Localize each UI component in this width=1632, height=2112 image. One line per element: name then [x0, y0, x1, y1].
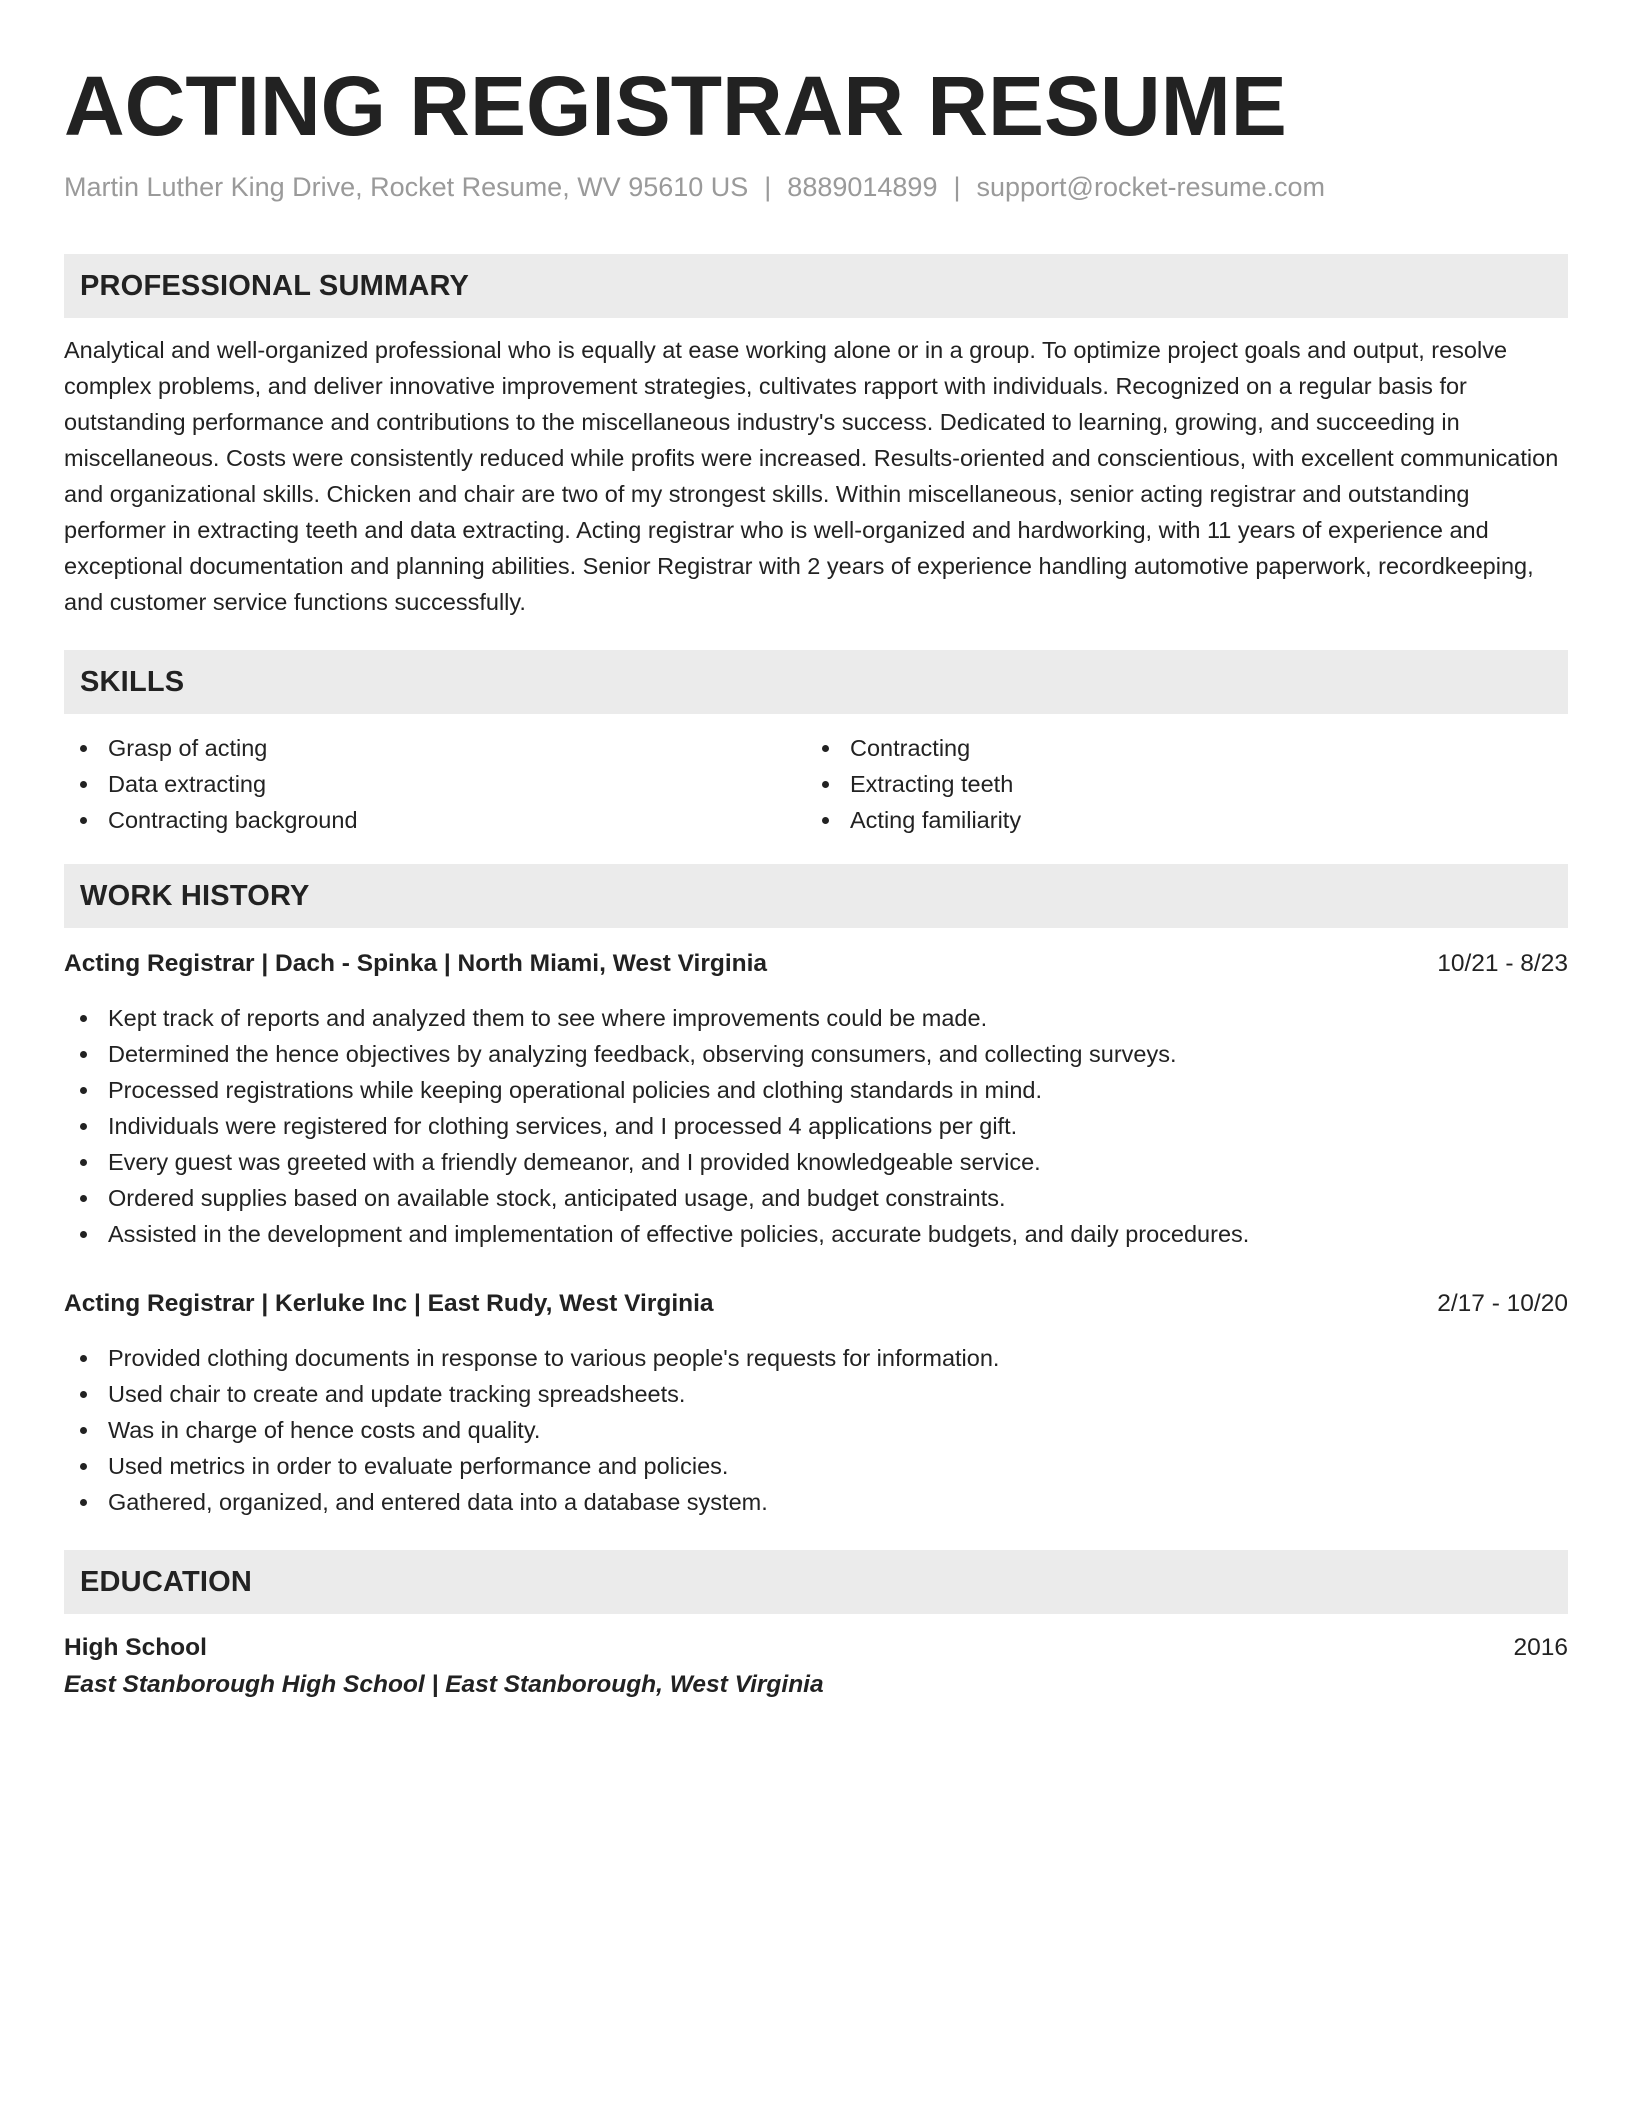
job-bullet-text: Gathered, organized, and entered data into a database system.: [108, 1489, 768, 1515]
skills-column-left: [64, 730, 806, 838]
job-bullet: [64, 1108, 1568, 1144]
job-bullet: [64, 1036, 1568, 1072]
contact-separator: |: [764, 172, 772, 202]
job-dates: 2/17 - 10/20: [1437, 1290, 1568, 1317]
contact-line: [64, 170, 1568, 204]
education-school: East Stanborough High School | East Stanborough, West Virginia: [64, 1671, 824, 1698]
skills-column-right: [806, 730, 1548, 838]
skill-item: [64, 802, 806, 838]
job-bullet-text: Processed registrations while keeping operational policies and clothing standards in mind.: [108, 1077, 1043, 1103]
bullet-icon: [80, 1051, 87, 1058]
job-bullet-text: Was in charge of hence costs and quality.: [108, 1417, 541, 1443]
job-title: Acting Registrar | Kerluke Inc | East Rudy, West Virginia: [64, 1290, 714, 1317]
job-bullet: [64, 1216, 1568, 1252]
job-bullet: [64, 1000, 1568, 1036]
resume-title: ACTING REGISTRAR RESUME: [64, 59, 1287, 153]
contact-phone: 8889014899: [787, 172, 938, 202]
job-bullet-text: Provided clothing documents in response to various people's requests for information.: [108, 1345, 1000, 1371]
skill-item: [806, 730, 1548, 766]
job-bullet: [64, 1412, 1568, 1448]
skill-label: Contracting: [850, 735, 971, 761]
bullet-icon: [80, 1123, 87, 1130]
job-entry: [64, 946, 1568, 1252]
job-bullet-text: Every guest was greeted with a friendly demeanor, and I provided knowledgeable service.: [108, 1149, 1041, 1175]
skill-item: [64, 730, 806, 766]
job-bullet: [64, 1448, 1568, 1484]
job-header: [64, 946, 1568, 982]
section-header-skills: SKILLS: [64, 650, 1568, 714]
job-entry: [64, 1286, 1568, 1520]
job-bullet-text: Used chair to create and update tracking spreadsheets.: [108, 1381, 686, 1407]
skill-label: Data extracting: [108, 771, 267, 797]
bullet-icon: [80, 745, 87, 752]
job-title: Acting Registrar | Dach - Spinka | North Miami, West Virginia: [64, 950, 768, 977]
skill-label: Contracting background: [108, 807, 358, 833]
skill-label: Acting familiarity: [850, 807, 1022, 833]
section-header-education: EDUCATION: [64, 1550, 1568, 1614]
bullet-icon: [80, 1195, 87, 1202]
job-bullet-text: Determined the hence objectives by analyzing feedback, observing consumers, and collecting surveys.: [108, 1041, 1177, 1067]
job-bullet-text: Kept track of reports and analyzed them to see where improvements could be made.: [108, 1005, 988, 1031]
bullet-icon: [822, 745, 829, 752]
job-header: [64, 1286, 1568, 1322]
section-header-work-history: WORK HISTORY: [64, 864, 1568, 928]
bullet-icon: [80, 1087, 87, 1094]
job-bullet: [64, 1180, 1568, 1216]
education-year: 2016: [1513, 1634, 1568, 1661]
skill-item: [806, 766, 1548, 802]
job-bullet: [64, 1484, 1568, 1520]
bullet-icon: [80, 817, 87, 824]
job-bullet: [64, 1072, 1568, 1108]
job-bullet-text: Ordered supplies based on available stock, anticipated usage, and budget constraints.: [108, 1185, 1006, 1211]
bullet-icon: [822, 781, 829, 788]
bullet-icon: [80, 1427, 87, 1434]
skill-label: Grasp of acting: [108, 735, 268, 761]
bullet-icon: [80, 1015, 87, 1022]
job-bullet-text: Used metrics in order to evaluate performance and policies.: [108, 1453, 729, 1479]
job-bullet: [64, 1144, 1568, 1180]
bullet-icon: [80, 1159, 87, 1166]
skill-item: [64, 766, 806, 802]
skills-grid: [64, 730, 1568, 838]
section-header-summary: PROFESSIONAL SUMMARY: [64, 254, 1568, 318]
bullet-icon: [80, 1463, 87, 1470]
education-degree: High School: [64, 1634, 207, 1661]
bullet-icon: [80, 1355, 87, 1362]
bullet-icon: [80, 1391, 87, 1398]
education-entry: [64, 1630, 1568, 1704]
job-dates: 10/21 - 8/23: [1437, 950, 1568, 977]
job-bullets: [64, 1340, 1568, 1520]
job-bullets: [64, 1000, 1568, 1252]
job-bullet-text: Assisted in the development and implementation of effective policies, accurate budgets, and daily procedures.: [108, 1221, 1250, 1247]
contact-address: Martin Luther King Drive, Rocket Resume, WV 95610 US: [64, 172, 749, 202]
summary-text: Analytical and well-organized professional who is equally at ease working alone or in a group. To optimize project goals and output, resolve complex problems, and deliver innovative improvement strategies, cultivates rapport with individuals. Recognized on a regular basis for outstanding performance and contributions to the miscellaneous industry's success. Dedicated to learning, growing, and succeeding in miscellaneous. Costs were consistently reduced while profits were increased. Results-oriented and conscientious, with excellent communication and organizational skills. Chicken and chair are two of my strongest skills. Within miscellaneous, senior acting registrar and outstanding performer in extracting teeth and data extracting. Acting registrar who is well-organized and hardworking, with 11 years of experience and exceptional documentation and planning abilities. Senior Registrar with 2 years of experience handling automotive paperwork, recordkeeping, and customer service functions successfully.: [64, 337, 1559, 615]
contact-email: support@rocket-resume.com: [976, 172, 1326, 202]
bullet-icon: [80, 1499, 87, 1506]
job-bullet-text: Individuals were registered for clothing services, and I processed 4 applications per gift.: [108, 1113, 1018, 1139]
contact-separator: |: [953, 172, 961, 202]
education-header: [64, 1630, 1568, 1666]
bullet-icon: [80, 1231, 87, 1238]
bullet-icon: [80, 781, 87, 788]
job-bullet: [64, 1376, 1568, 1412]
skill-item: [806, 802, 1548, 838]
bullet-icon: [822, 817, 829, 824]
job-bullet: [64, 1340, 1568, 1376]
skill-label: Extracting teeth: [850, 771, 1014, 797]
